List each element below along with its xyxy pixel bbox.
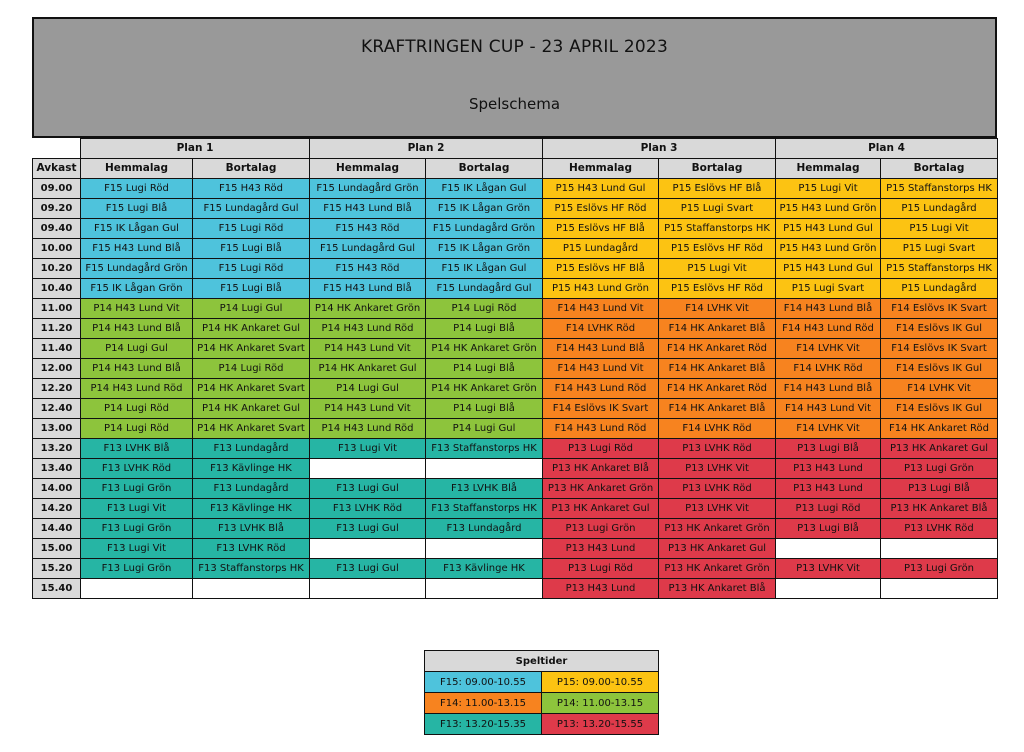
table-row [33,299,998,319]
table-row [33,179,998,199]
home-team-cell: F15 Lugi Röd [81,179,193,199]
plan-4-home-header: Hemmalag [776,159,881,179]
away-team-cell: F13 Staffanstorps HK [193,559,310,579]
home-team-cell: P13 H43 Lund [776,459,881,479]
plan-4-header: Plan 4 [776,139,998,159]
away-team-cell [426,539,543,559]
home-team-cell: F13 Lugi Grön [81,479,193,499]
away-team-cell: P14 Lugi Röd [193,359,310,379]
home-team-cell: P14 H43 Lund Blå [81,319,193,339]
away-team-cell: P15 Lundagård [881,279,998,299]
away-team-cell: F15 Lundagård Grön [426,219,543,239]
page-subtitle: Spelschema [468,95,561,113]
away-team-cell: P14 Lugi Blå [426,319,543,339]
home-team-cell: F14 LVHK Röd [543,319,659,339]
home-team-cell: P14 H43 Lund Röd [81,379,193,399]
home-team-cell: F14 LVHK Vit [776,339,881,359]
table-row [33,339,998,359]
away-team-cell: P15 Staffanstorps HK [881,259,998,279]
home-team-cell: F15 H43 Röd [310,219,426,239]
table-row [33,519,998,539]
away-team-cell: P14 HK Ankaret Svart [193,339,310,359]
away-team-cell: P13 HK Ankaret Blå [659,579,776,599]
home-team-cell: F15 Lundagård Gul [310,239,426,259]
plan-3-header: Plan 3 [543,139,776,159]
home-team-cell: P14 H43 Lund Röd [310,319,426,339]
away-team-cell: F14 HK Ankaret Blå [659,319,776,339]
away-team-cell: P13 Lugi Grön [881,459,998,479]
away-team-cell: P13 HK Ankaret Gul [659,539,776,559]
time-cell: 13.00 [33,419,81,439]
home-team-cell: P15 H43 Lund Gul [543,179,659,199]
away-team-cell: P14 Lugi Gul [426,419,543,439]
plan-4-away-header: Bortalag [881,159,998,179]
away-team-cell: P13 LVHK Röd [881,519,998,539]
away-team-cell: P14 HK Ankaret Gul [193,319,310,339]
away-team-cell: P15 Eslövs HF Röd [659,239,776,259]
away-team-cell: F15 IK Lågan Gul [426,179,543,199]
table-row [33,319,998,339]
away-team-cell: P14 Lugi Röd [426,299,543,319]
plan-header-row [33,139,998,159]
home-team-cell: P15 Lugi Vit [776,179,881,199]
away-team-cell: P13 HK Ankaret Blå [881,499,998,519]
away-team-cell: F15 IK Lågan Grön [426,199,543,219]
away-team-cell: F15 Lugi Blå [193,279,310,299]
home-team-cell: F14 LVHK Röd [776,359,881,379]
legend-table [424,650,659,735]
away-team-cell: F15 IK Lågan Gul [426,259,543,279]
away-team-cell [426,579,543,599]
away-team-cell: P13 LVHK Vit [659,459,776,479]
corner-cell [33,139,81,159]
home-team-cell [310,459,426,479]
table-row [33,359,998,379]
time-cell: 12.20 [33,379,81,399]
home-team-cell [776,539,881,559]
table-row [33,239,998,259]
away-team-cell: F14 Eslövs IK Svart [881,299,998,319]
home-team-cell: F13 Lugi Gul [310,519,426,539]
plan-1-home-header: Hemmalag [81,159,193,179]
schedule-table [32,138,998,599]
away-team-cell: P15 Eslövs HF Röd [659,279,776,299]
column-header-row [33,159,998,179]
home-team-cell: F13 Lugi Gul [310,559,426,579]
plan-2-away-header: Bortalag [426,159,543,179]
home-team-cell: F15 Lundagård Grön [81,259,193,279]
table-row [33,539,998,559]
away-team-cell: F13 Staffanstorps HK [426,439,543,459]
home-team-cell: F13 Lugi Gul [310,479,426,499]
away-team-cell: P14 HK Ankaret Grön [426,379,543,399]
away-team-cell: P14 HK Ankaret Gul [193,399,310,419]
legend-item: F15: 09.00-10.55 [425,672,542,693]
home-team-cell: F15 H43 Lund Blå [310,199,426,219]
away-team-cell: F13 LVHK Blå [426,479,543,499]
home-team-cell: F15 Lugi Blå [81,199,193,219]
home-team-cell [310,579,426,599]
time-cell: 13.20 [33,439,81,459]
page-header [32,17,997,138]
home-team-cell: F13 Lugi Grön [81,559,193,579]
away-team-cell: P13 Lugi Blå [881,479,998,499]
away-team-cell: F14 Eslövs IK Svart [881,339,998,359]
time-cell: 12.40 [33,399,81,419]
away-team-cell: F13 Lundagård [193,439,310,459]
away-team-cell: P15 Lugi Vit [659,259,776,279]
time-cell: 09.00 [33,179,81,199]
time-cell: 14.40 [33,519,81,539]
legend-item: F13: 13.20-15.35 [425,714,542,735]
home-team-cell: F14 H43 Lund Röd [543,419,659,439]
home-team-cell: P15 H43 Lund Grön [543,279,659,299]
away-team-cell: F14 HK Ankaret Blå [659,359,776,379]
legend-item: P15: 09.00-10.55 [542,672,659,693]
home-team-cell: P15 Eslövs HF Blå [543,259,659,279]
away-team-cell: F15 Lugi Röd [193,259,310,279]
away-team-cell: P15 Lundagård [881,199,998,219]
home-team-cell: P15 Eslövs HF Röd [543,199,659,219]
home-team-cell: F14 H43 Lund Vit [543,299,659,319]
away-team-cell: F14 HK Ankaret Röd [881,419,998,439]
away-team-cell: F14 LVHK Vit [881,379,998,399]
away-team-cell: F13 Kävlinge HK [193,459,310,479]
home-team-cell: P14 H43 Lund Vit [310,399,426,419]
away-team-cell: F13 Lundagård [193,479,310,499]
away-team-cell: P14 HK Ankaret Svart [193,379,310,399]
home-team-cell: P13 HK Ankaret Grön [543,479,659,499]
table-row [33,419,998,439]
home-team-cell: P13 Lugi Grön [543,519,659,539]
home-team-cell: F14 H43 Lund Vit [776,399,881,419]
home-team-cell: P13 H43 Lund [543,579,659,599]
table-row [33,479,998,499]
page-title: KRAFTRINGEN CUP - 23 APRIL 2023 [361,37,668,57]
away-team-cell: P13 HK Ankaret Grön [659,519,776,539]
away-team-cell: P14 Lugi Blå [426,399,543,419]
away-team-cell: F14 Eslövs IK Gul [881,399,998,419]
away-team-cell: P13 LVHK Röd [659,439,776,459]
table-row [33,499,998,519]
time-cell: 15.00 [33,539,81,559]
home-team-cell: P13 Lugi Blå [776,439,881,459]
time-cell: 12.00 [33,359,81,379]
away-team-cell: P13 Lugi Grön [881,559,998,579]
home-team-cell: P13 Lugi Röd [543,439,659,459]
table-row [33,459,998,479]
home-team-cell: P14 HK Ankaret Grön [310,299,426,319]
plan-2-header: Plan 2 [310,139,543,159]
away-team-cell: F13 Kävlinge HK [426,559,543,579]
home-team-cell: F14 H43 Lund Röd [543,379,659,399]
away-team-cell: F13 Staffanstorps HK [426,499,543,519]
home-team-cell: F13 Lugi Vit [310,439,426,459]
legend-row [425,693,659,714]
time-cell: 15.20 [33,559,81,579]
home-team-cell: F14 H43 Lund Blå [776,379,881,399]
table-row [33,439,998,459]
away-team-cell: F14 HK Ankaret Röd [659,379,776,399]
home-team-cell: P14 Lugi Röd [81,419,193,439]
away-team-cell: F13 Kävlinge HK [193,499,310,519]
away-team-cell: P14 HK Ankaret Svart [193,419,310,439]
home-team-cell: P15 H43 Lund Grön [776,239,881,259]
home-team-cell: F14 Eslövs IK Svart [543,399,659,419]
away-team-cell: F14 Eslövs IK Gul [881,319,998,339]
legend-body [425,651,659,735]
away-team-cell [881,579,998,599]
away-team-cell: P13 LVHK Röd [659,479,776,499]
time-cell: 09.40 [33,219,81,239]
plan-1-away-header: Bortalag [193,159,310,179]
plan-3-away-header: Bortalag [659,159,776,179]
away-team-cell: P13 HK Ankaret Gul [881,439,998,459]
home-team-cell: P13 Lugi Röd [543,559,659,579]
home-team-cell [81,579,193,599]
home-team-cell [776,579,881,599]
home-team-cell: P14 H43 Lund Röd [310,419,426,439]
away-team-cell: F14 HK Ankaret Röd [659,339,776,359]
away-team-cell: P14 Lugi Gul [193,299,310,319]
home-team-cell: F14 H43 Lund Blå [776,299,881,319]
table-row [33,199,998,219]
legend-item: F14: 11.00-13.15 [425,693,542,714]
home-team-cell: P14 Lugi Gul [81,339,193,359]
schedule-body [33,179,998,599]
home-team-cell: P13 H43 Lund [543,539,659,559]
away-team-cell: F13 Lundagård [426,519,543,539]
table-row [33,579,998,599]
time-cell: 11.40 [33,339,81,359]
home-team-cell: P13 HK Ankaret Blå [543,459,659,479]
away-team-cell: P15 Eslövs HF Blå [659,179,776,199]
away-team-cell: P13 HK Ankaret Grön [659,559,776,579]
home-team-cell: F14 LVHK Vit [776,419,881,439]
time-cell: 15.40 [33,579,81,599]
home-team-cell: F14 H43 Lund Blå [543,339,659,359]
home-team-cell: F15 H43 Lund Blå [81,239,193,259]
home-team-cell: P14 Lugi Gul [310,379,426,399]
away-team-cell: P13 LVHK Vit [659,499,776,519]
plan-3-home-header: Hemmalag [543,159,659,179]
home-team-cell: P15 H43 Lund Grön [776,199,881,219]
home-team-cell: P14 HK Ankaret Gul [310,359,426,379]
home-team-cell: F15 H43 Röd [310,259,426,279]
time-cell: 10.00 [33,239,81,259]
away-team-cell: P14 Lugi Blå [426,359,543,379]
home-team-cell: F14 H43 Lund Vit [543,359,659,379]
home-team-cell: F13 LVHK Blå [81,439,193,459]
home-team-cell: P15 Lundagård [543,239,659,259]
away-team-cell: P15 Staffanstorps HK [659,219,776,239]
time-cell: 10.40 [33,279,81,299]
home-team-cell: F15 IK Lågan Gul [81,219,193,239]
table-row [33,399,998,419]
time-column-header: Avkast [33,159,81,179]
away-team-cell [881,539,998,559]
away-team-cell [193,579,310,599]
table-row [33,279,998,299]
away-team-cell: F13 LVHK Röd [193,539,310,559]
away-team-cell: P14 HK Ankaret Grön [426,339,543,359]
legend-row [425,672,659,693]
home-team-cell: P14 H43 Lund Vit [81,299,193,319]
home-team-cell: F15 IK Lågan Grön [81,279,193,299]
table-row [33,259,998,279]
home-team-cell: P14 H43 Lund Blå [81,359,193,379]
legend-item: P14: 11.00-13.15 [542,693,659,714]
table-row [33,559,998,579]
away-team-cell [426,459,543,479]
home-team-cell: P14 Lugi Röd [81,399,193,419]
home-team-cell: P15 Lugi Svart [776,279,881,299]
plan-1-header: Plan 1 [81,139,310,159]
away-team-cell: F15 Lugi Blå [193,239,310,259]
home-team-cell: F14 H43 Lund Röd [776,319,881,339]
away-team-cell: F14 HK Ankaret Blå [659,399,776,419]
away-team-cell: F14 LVHK Röd [659,419,776,439]
time-cell: 11.00 [33,299,81,319]
time-cell: 09.20 [33,199,81,219]
home-team-cell: P13 Lugi Röd [776,499,881,519]
home-team-cell: F13 Lugi Vit [81,539,193,559]
table-row [33,379,998,399]
time-cell: 11.20 [33,319,81,339]
legend-item: P13: 13.20-15.55 [542,714,659,735]
away-team-cell: F15 Lundagård Gul [426,279,543,299]
home-team-cell: P15 H43 Lund Gul [776,219,881,239]
home-team-cell: F13 LVHK Röd [81,459,193,479]
away-team-cell: F15 Lugi Röd [193,219,310,239]
away-team-cell: P15 Lugi Svart [881,239,998,259]
table-row [33,219,998,239]
home-team-cell: P15 Eslövs HF Blå [543,219,659,239]
time-cell: 10.20 [33,259,81,279]
time-cell: 14.00 [33,479,81,499]
legend-title: Speltider [425,651,659,672]
away-team-cell: P15 Lugi Svart [659,199,776,219]
home-team-cell: F15 H43 Lund Blå [310,279,426,299]
time-cell: 14.20 [33,499,81,519]
home-team-cell: P15 H43 Lund Gul [776,259,881,279]
away-team-cell: F15 Lundagård Gul [193,199,310,219]
away-team-cell: F13 LVHK Blå [193,519,310,539]
home-team-cell: P13 Lugi Blå [776,519,881,539]
away-team-cell: P15 Lugi Vit [881,219,998,239]
away-team-cell: F15 H43 Röd [193,179,310,199]
plan-2-home-header: Hemmalag [310,159,426,179]
away-team-cell: F14 LVHK Vit [659,299,776,319]
home-team-cell: F13 LVHK Röd [310,499,426,519]
away-team-cell: F15 IK Lågan Grön [426,239,543,259]
away-team-cell: F14 Eslövs IK Gul [881,359,998,379]
away-team-cell: P15 Staffanstorps HK [881,179,998,199]
legend-header-row [425,651,659,672]
home-team-cell: P13 H43 Lund [776,479,881,499]
legend-row [425,714,659,735]
home-team-cell: F15 Lundagård Grön [310,179,426,199]
time-cell: 13.40 [33,459,81,479]
home-team-cell: P13 HK Ankaret Gul [543,499,659,519]
home-team-cell: P13 LVHK Vit [776,559,881,579]
home-team-cell: P14 H43 Lund Vit [310,339,426,359]
home-team-cell: F13 Lugi Vit [81,499,193,519]
home-team-cell: F13 Lugi Grön [81,519,193,539]
home-team-cell [310,539,426,559]
